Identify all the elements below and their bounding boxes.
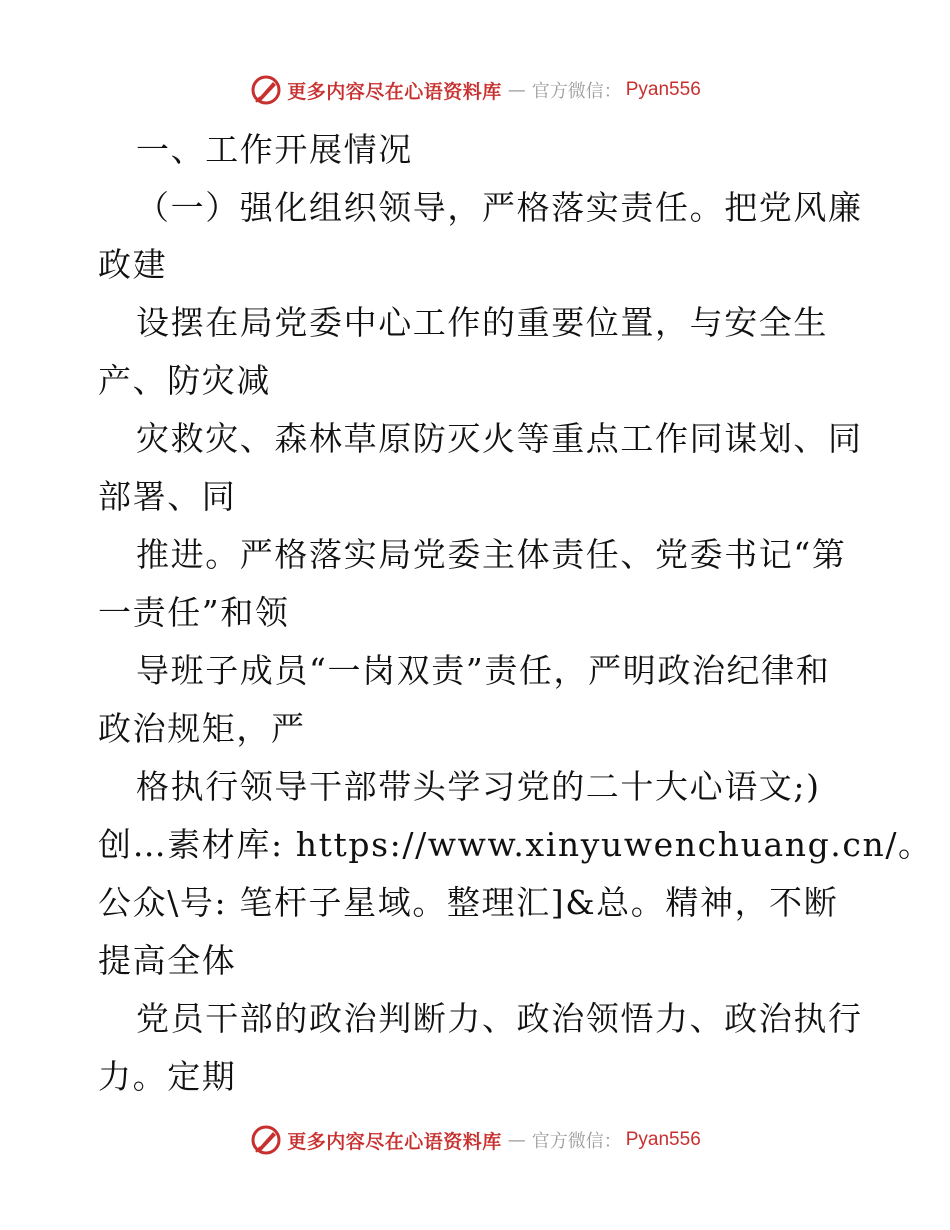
header-brand-text: 更多内容尽在心语资料库 [287,80,502,103]
paragraph-line: 推进。严格落实局党委主体责任、党委书记“第 [136,535,847,574]
quill-logo-icon [249,73,283,107]
paragraph-line: 提高全体 [98,941,237,980]
paragraph-line: 党员干部的政治判断力、政治领悟力、政治执行 [136,999,863,1038]
paragraph-line: 一责任”和领 [98,593,290,632]
header-wechat-id: Pyan556 [625,79,701,100]
footer-wechat-id: Pyan556 [625,1129,701,1150]
footer-brand-text: 更多内容尽在心语资料库 [287,1130,502,1153]
quill-logo-icon [249,1123,283,1157]
paragraph-line: 格执行领导干部带头学习党的二十大心语文;) [136,767,821,806]
footer-official-label: 官方微信： [531,1131,622,1152]
paragraph-line: 导班子成员“一岗双责”责任，严明政治纪律和 [136,651,831,690]
header-dash: — [507,79,526,101]
section-heading: 一、工作开展情况 [136,130,413,169]
paragraph-line: 部署、同 [98,477,237,516]
header-official-label: 官方微信： [531,81,622,102]
page-header [0,70,950,110]
footer-dash: — [507,1129,526,1151]
paragraph-line: 产、防灾减 [98,361,271,400]
paragraph-line: 灾救灾、森林草原防灭火等重点工作同谋划、同 [136,419,863,458]
paragraph-line: 政建 [98,245,168,284]
paragraph-line: 政治规矩，严 [98,709,306,748]
paragraph-line: 力。定期 [98,1057,237,1096]
paragraph-line: （一）强化组织领导，严格落实责任。把党风廉 [136,188,863,227]
header-watermark [249,73,701,107]
page-footer [0,1120,950,1160]
paragraph-line: 公众\号: 笔杆子星域。整理汇]&总。精神，不断 [98,883,839,922]
paragraph-line: 创…素材库: https://www.xinyuwenchuang.cn/。 [98,825,933,864]
footer-watermark [249,1123,701,1157]
paragraph-line: 设摆在局党委中心工作的重要位置，与安全生 [136,303,828,342]
